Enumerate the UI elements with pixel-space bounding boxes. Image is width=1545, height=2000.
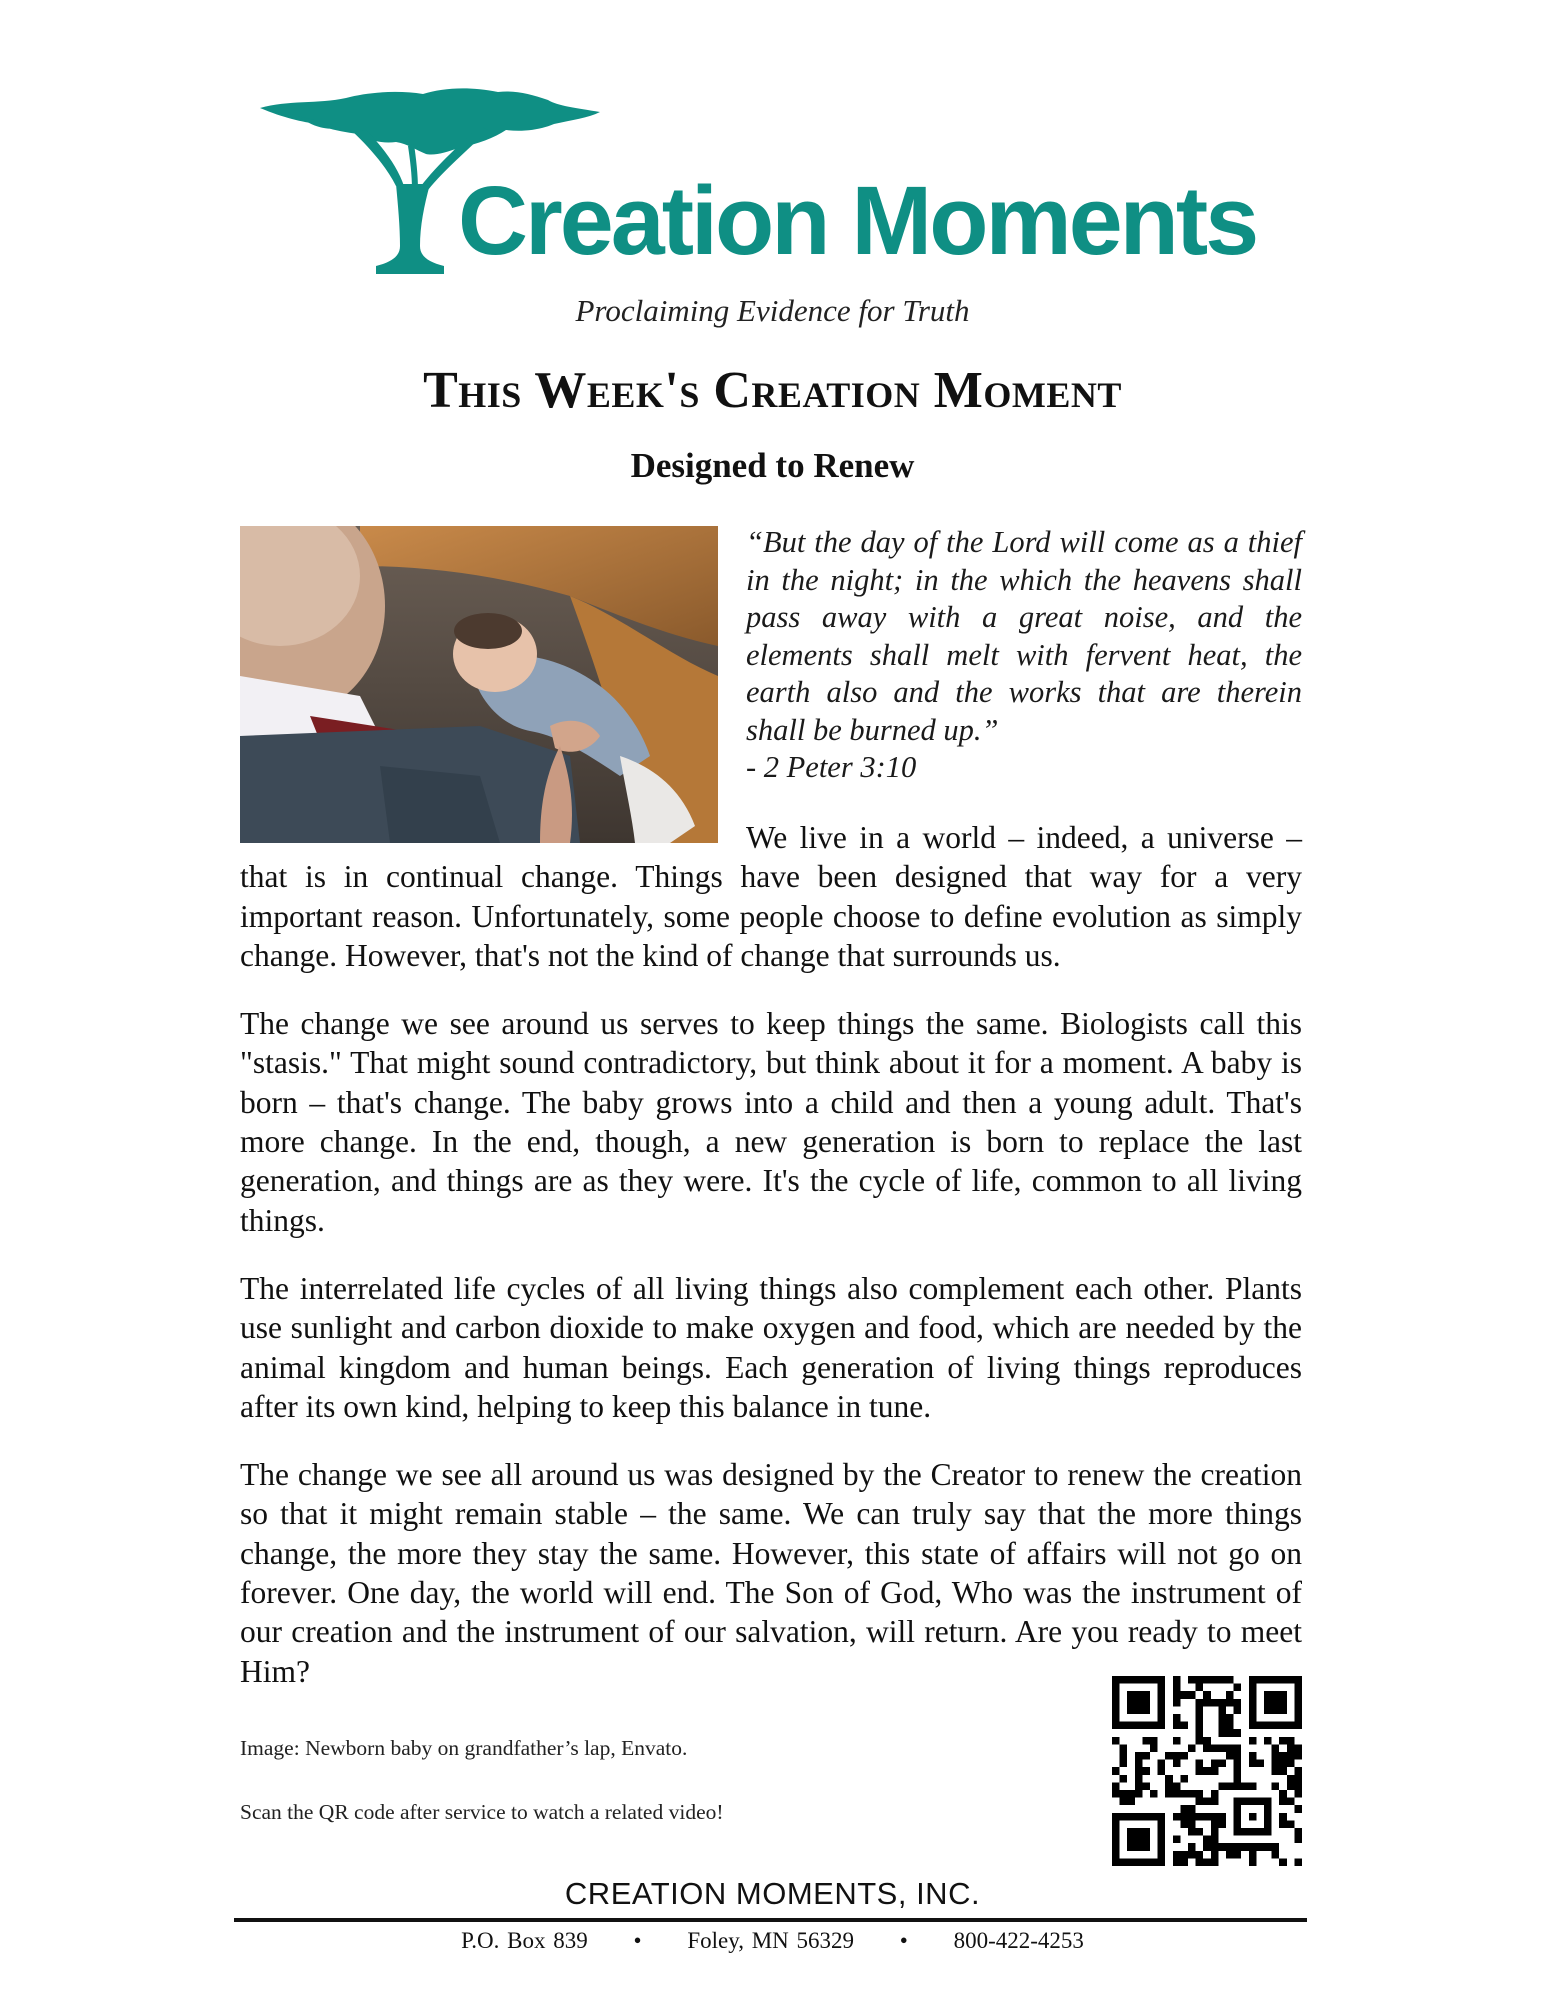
paragraph: The change we see all around us was designed by the Creator to renew the creation so that it might remain stable – the same. We can truly say that the more things change, the more they stay the same. However, this state of affairs will not go on forever. One day, the world will end. The Son of God, Who was the instrument of our creation and the instrument of our salvation, will return. Are you ready to meet Him? [240, 1457, 1302, 1689]
separator-bullet: • [899, 1928, 908, 1953]
article-body [240, 818, 1302, 1720]
po-box: P.O. Box 839 [461, 1928, 588, 1953]
paragraph: The change we see around us serves to keep things the same. Biologists call this "stasis." That might sound contradictory, but think about it for a moment. A baby is born – that's change. The baby grows into a child and then a young adult. That's more change. In the end, though, a new generation is born to replace the last generation, and things are as they were. It's the cycle of life, common to all living things. [240, 1006, 1302, 1238]
newborn-baby-on-grandfather-lap-photo [240, 526, 718, 843]
scan-note: Scan the QR code after service to watch a related video! [240, 1800, 724, 1824]
paragraph: The interrelated life cycles of all living things also complement each other. Plants use sunlight and carbon dioxide to make oxygen and food, which are needed by the animal kingdom and human beings. Each generation of living things reproduces after its own kind, helping to keep this balance in tune. [240, 1270, 1302, 1424]
image-credit: Image: Newborn baby on grandfather’s lap, Envato. [240, 1736, 688, 1760]
footer-divider [234, 1918, 1307, 1922]
city-state-zip: Foley, MN 56329 [687, 1928, 855, 1953]
article-title: Designed to Renew [630, 446, 915, 485]
quote-reference: - 2 Peter 3:10 [746, 750, 917, 784]
scripture-quote [746, 524, 1302, 787]
creation-moments-logo [258, 86, 1274, 276]
qr-code-icon[interactable] [1112, 1676, 1302, 1866]
contact-line [0, 1928, 1545, 1954]
tagline: Proclaiming Evidence for Truth [575, 293, 970, 328]
quote-text: “But the day of the Lord will come as a thief in the night; in the which the heavens shall pass away with a great noise, and the elements shall melt with fervent heat, the earth also and the works that are therein shall be burned up.” [746, 525, 1302, 747]
section-title: This Week's Creation Moment [423, 362, 1122, 419]
separator-bullet: • [633, 1928, 642, 1953]
paragraph: We live in a world – indeed, a universe – that is in continual change. Things have been designed that way for a very important reason. Unfortunately, some people choose to define evolution as simply change. However, that's not the kind of change that surrounds us. [240, 820, 1302, 973]
brand-wordmark: Creation Moments [458, 166, 1257, 275]
company-name: CREATION MOMENTS, INC. [564, 1876, 981, 1911]
phone-number: 800-422-4253 [953, 1928, 1084, 1953]
